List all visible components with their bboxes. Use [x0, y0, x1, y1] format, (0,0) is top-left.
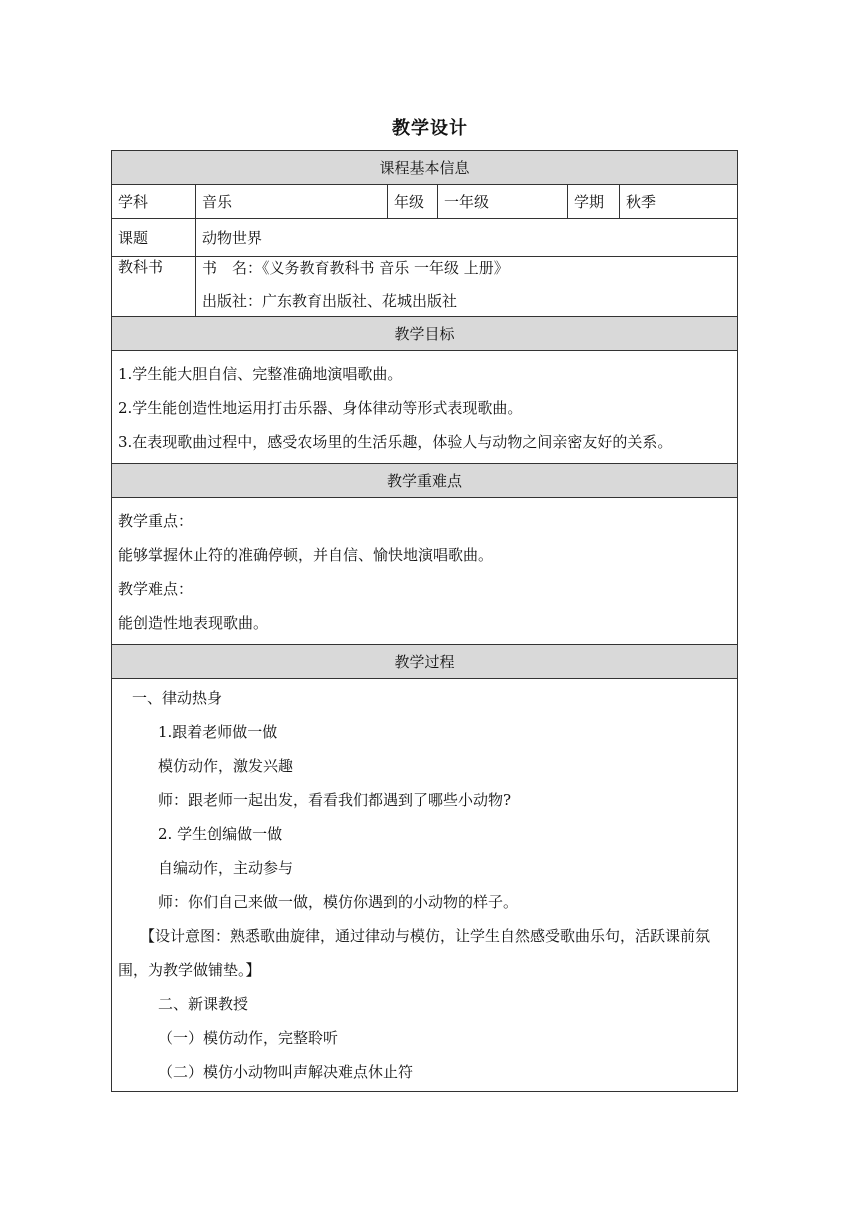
objectives-row [112, 351, 738, 464]
difficult-point-text: 能创造性地表现歌曲。 [118, 614, 269, 632]
subject-label: 学科 [112, 185, 196, 219]
section-header-key-points: 教学重难点 [112, 464, 738, 498]
textbook-name: 书 名：《义务教育教科书 音乐 一年级 上册》 [202, 259, 509, 277]
subject-value: 音乐 [196, 185, 388, 219]
process-step-sub: 模仿动作，激发兴趣 [158, 757, 294, 775]
process-part-title: 二、新课教授 [158, 995, 249, 1013]
design-intent: 【设计意图：熟悉歌曲旋律，通过律动与模仿，让学生自然感受歌曲乐句，活跃课前氛围，为教学做铺垫。】 [118, 927, 711, 979]
process-step-title: 1.跟着老师做一做 [158, 723, 278, 741]
info-row [112, 185, 738, 219]
objective-item: 3.在表现歌曲过程中，感受农场里的生活乐趣，体验人与动物之间亲密友好的关系。 [118, 433, 673, 451]
section-header-objectives: 教学目标 [112, 317, 738, 351]
process-row [112, 679, 738, 1092]
process-step-sub: 自编动作，主动参与 [158, 859, 294, 877]
textbook-label: 教科书 [112, 257, 196, 317]
textbook-publisher: 出版社：广东教育出版社、花城出版社 [202, 292, 458, 310]
term-value: 秋季 [620, 185, 738, 219]
topic-value: 动物世界 [196, 219, 738, 257]
key-point-label: 教学重点： [118, 512, 194, 530]
section-header-basic-info: 课程基本信息 [112, 151, 738, 185]
lesson-plan-table [111, 150, 738, 1092]
document-title: 教学设计 [392, 118, 468, 139]
process-part-title: 一、律动热身 [132, 689, 223, 707]
process-teacher-line: 师：跟老师一起出发，看看我们都遇到了哪些小动物? [158, 791, 512, 809]
difficult-point-label: 教学难点： [118, 580, 194, 598]
section-header-process: 教学过程 [112, 645, 738, 679]
process-subsection: （一）模仿动作，完整聆听 [158, 1029, 339, 1047]
key-point-text: 能够掌握休止符的准确停顿，并自信、愉快地演唱歌曲。 [118, 546, 494, 564]
grade-label: 年级 [388, 185, 438, 219]
key-points-row [112, 498, 738, 645]
textbook-row [112, 257, 738, 317]
process-teacher-line: 师：你们自己来做一做，模仿你遇到的小动物的样子。 [158, 893, 519, 911]
grade-value: 一年级 [438, 185, 568, 219]
topic-label: 课题 [112, 219, 196, 257]
objective-item: 1.学生能大胆自信、完整准确地演唱歌曲。 [118, 365, 403, 383]
process-step-title: 2. 学生创编做一做 [158, 825, 283, 843]
process-subsection: （二）模仿小动物叫声解决难点休止符 [158, 1063, 414, 1081]
objective-item: 2.学生能创造性地运用打击乐器、身体律动等形式表现歌曲。 [118, 399, 523, 417]
topic-row [112, 219, 738, 257]
term-label: 学期 [568, 185, 620, 219]
